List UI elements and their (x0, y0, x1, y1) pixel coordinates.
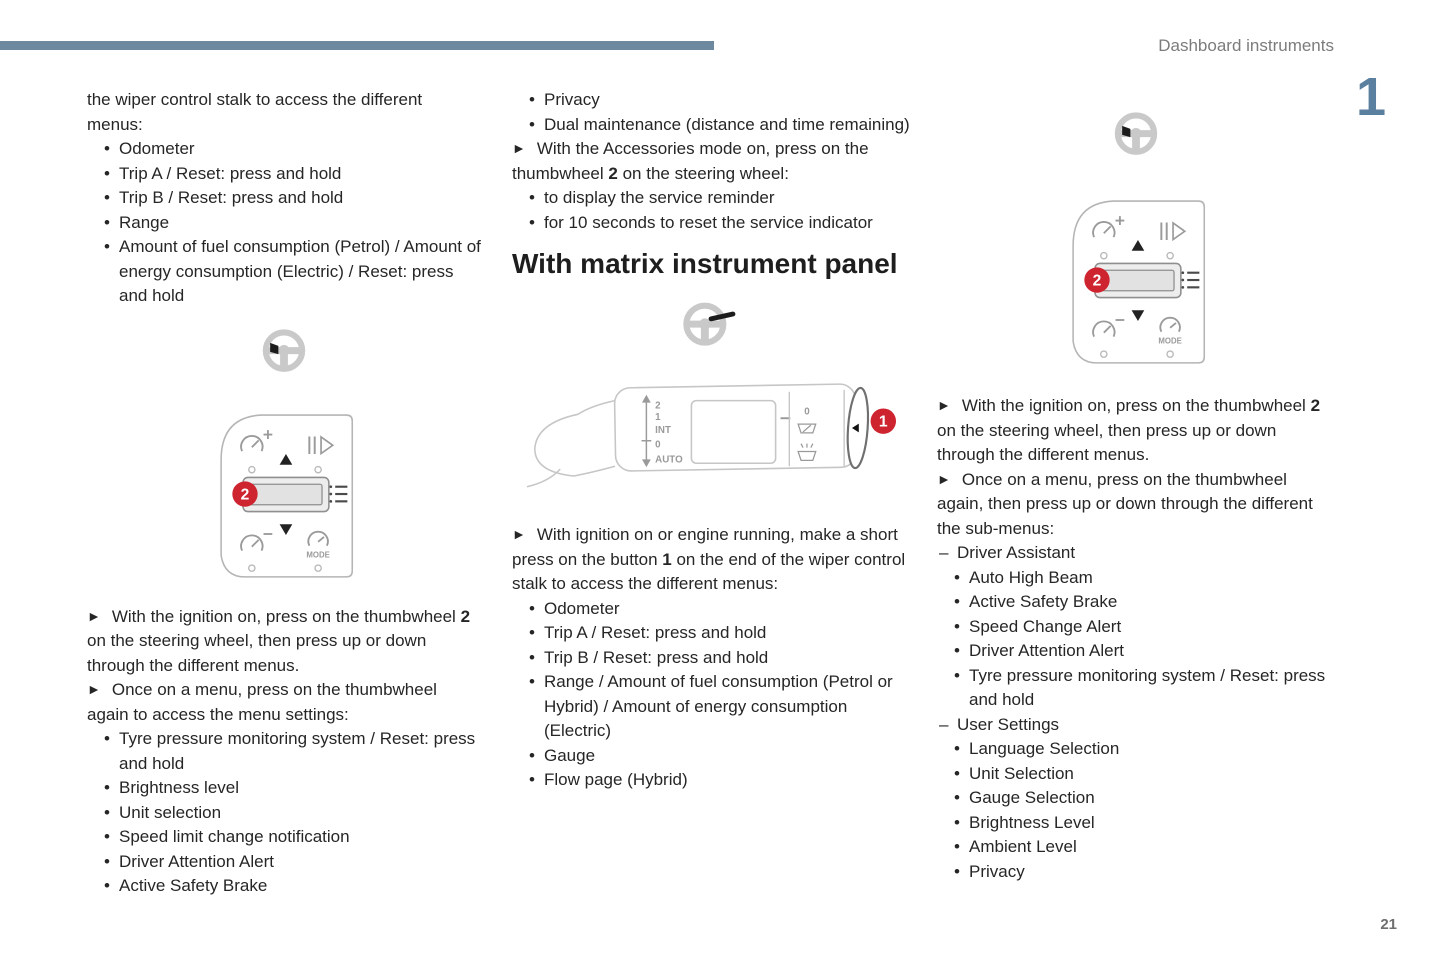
step-text: With the ignition on, press on the thumbwheel (111, 606, 461, 626)
list-item: • Brightness Level (937, 811, 1335, 836)
steering-controls-diagram (1058, 195, 1214, 367)
step-bold-ref: 2 (1310, 396, 1321, 415)
wiper-stalk-figure (512, 368, 910, 498)
list-item: • Odometer (87, 137, 481, 162)
steering-wheel-stalk-figure (512, 302, 910, 356)
instruction-step (937, 394, 1335, 468)
steering-controls-figure (87, 409, 481, 589)
list-item: • for 10 seconds to reset the service indicator (512, 211, 910, 236)
list-item: • Gauge (512, 744, 910, 769)
speed-label-0: 0 (655, 439, 661, 451)
top-bullet-list (512, 88, 910, 137)
step-text: Once on a menu, press on the thumbwheel again to access the menu settings: (87, 680, 437, 724)
steering-controls-diagram (206, 409, 362, 581)
intro-paragraph: the wiper control stalk to access the different menus: (87, 90, 423, 134)
instruction-step (937, 468, 1335, 542)
instruction-step (512, 523, 910, 597)
page-number: 21 (1380, 916, 1397, 933)
top-accent-rule (0, 41, 714, 50)
chapter-number: 1 (1356, 67, 1387, 127)
submenu-bullet-list (937, 737, 1335, 884)
column-left (87, 88, 481, 899)
menu-bullet-list (87, 137, 481, 309)
column-right (937, 104, 1335, 884)
step-bold-ref: 1 (662, 549, 672, 569)
list-item: • Odometer (512, 597, 910, 622)
settings-bullet-list (87, 727, 481, 899)
submenu-group-label: – User Settings (937, 713, 1335, 738)
list-item: • Tyre pressure monitoring system / Reset: press and hold (87, 727, 481, 776)
steering-wheel-icon (1110, 112, 1162, 157)
step-text: With ignition on or engine running, make a short press on the button (512, 525, 898, 569)
speed-label-1: 1 (655, 411, 661, 423)
list-item: • Active Safety Brake (87, 874, 481, 899)
callout-badge-1-label: 1 (878, 413, 888, 431)
list-item: • Language Selection (937, 737, 1335, 762)
step-bold-ref: 2 (460, 606, 471, 626)
menu-bullet-list (512, 597, 910, 793)
steering-wheel-figure (87, 329, 481, 382)
list-item: • Trip A / Reset: press and hold (87, 162, 481, 187)
pointer-icon: ► (87, 681, 101, 697)
instruction-step (87, 678, 481, 727)
list-item: • Privacy (937, 860, 1335, 885)
list-item: • Trip A / Reset: press and hold (512, 621, 910, 646)
step-text: With the ignition on, press on the thumbwheel (961, 396, 1311, 415)
section-heading: With matrix instrument panel (512, 248, 898, 279)
list-item: • Active Safety Brake (937, 590, 1335, 615)
pointer-icon: ► (512, 140, 526, 156)
sub-bullet-list (512, 186, 910, 235)
pointer-icon: ► (87, 607, 101, 624)
step-bold-ref: 2 (608, 163, 618, 183)
list-item: • Range (87, 211, 481, 236)
speed-label-2: 2 (655, 399, 661, 411)
list-item: • Trip B / Reset: press and hold (512, 646, 910, 671)
list-item: • Amount of fuel consumption (Petrol) / Amount of energy consumption (Electric) / Reset: press and hold (87, 235, 481, 309)
list-item: • Dual maintenance (distance and time remaining) (512, 113, 910, 138)
list-item: • Gauge Selection (937, 786, 1335, 811)
speed-label-int: INT (655, 424, 671, 436)
instruction-step (512, 137, 910, 186)
wiper-stalk-diagram (525, 368, 897, 490)
page-header-title: Dashboard instruments (1158, 36, 1334, 55)
step-text: on the steering wheel, then press up or down through the different menus. (87, 631, 427, 675)
steering-controls-figure (937, 195, 1335, 375)
mode-label: MODE (306, 550, 330, 560)
list-item: • Unit Selection (937, 762, 1335, 787)
pointer-icon: ► (512, 526, 526, 542)
step-text: With the Accessories mode on, press on the thumbwheel (512, 139, 869, 183)
speed-label-auto: AUTO (655, 453, 683, 465)
steering-wheel-stalk-icon (682, 302, 740, 348)
list-item: • Auto High Beam (937, 566, 1335, 591)
steering-wheel-icon (258, 329, 310, 374)
stalk-highlight (711, 314, 733, 319)
instruction-step (87, 605, 481, 679)
list-item: • Range / Amount of fuel consumption (Petrol or Hybrid) / Amount of energy consumption (Electric) (512, 670, 910, 744)
list-item: • Driver Attention Alert (937, 639, 1335, 664)
pointer-icon: ► (937, 470, 951, 487)
submenu-group-label: – Driver Assistant (937, 541, 1335, 566)
mode-label: MODE (1158, 335, 1182, 345)
rear-off-label: 0 (804, 405, 810, 417)
list-item: • Unit selection (87, 801, 481, 826)
list-item: • to display the service reminder (512, 186, 910, 211)
step-text: on the end of the wiper control stalk to access the different menus: (512, 549, 906, 593)
list-item: • Ambient Level (937, 835, 1335, 860)
step-text: Once on a menu, press on the thumbwheel again, then press up or down through the different the sub-menus: (937, 469, 1313, 538)
list-item: • Trip B / Reset: press and hold (87, 186, 481, 211)
callout-badge-2-label: 2 (240, 486, 250, 504)
step-text: on the steering wheel, then press up or down through the different menus. (937, 420, 1277, 464)
pointer-icon: ► (937, 397, 951, 413)
list-item: • Privacy (512, 88, 910, 113)
submenu-bullet-list (937, 566, 1335, 713)
step-text: on the steering wheel: (617, 163, 789, 183)
list-item: • Flow page (Hybrid) (512, 768, 910, 793)
list-item: • Speed Change Alert (937, 615, 1335, 640)
list-item: • Driver Attention Alert (87, 850, 481, 875)
steering-wheel-figure (937, 112, 1335, 165)
list-item: • Tyre pressure monitoring system / Reset: press and hold (937, 664, 1335, 713)
stalk-body (614, 383, 856, 470)
list-item: • Speed limit change notification (87, 825, 481, 850)
list-item: • Brightness level (87, 776, 481, 801)
column-middle (512, 88, 910, 793)
callout-badge-2-label: 2 (1092, 271, 1102, 289)
